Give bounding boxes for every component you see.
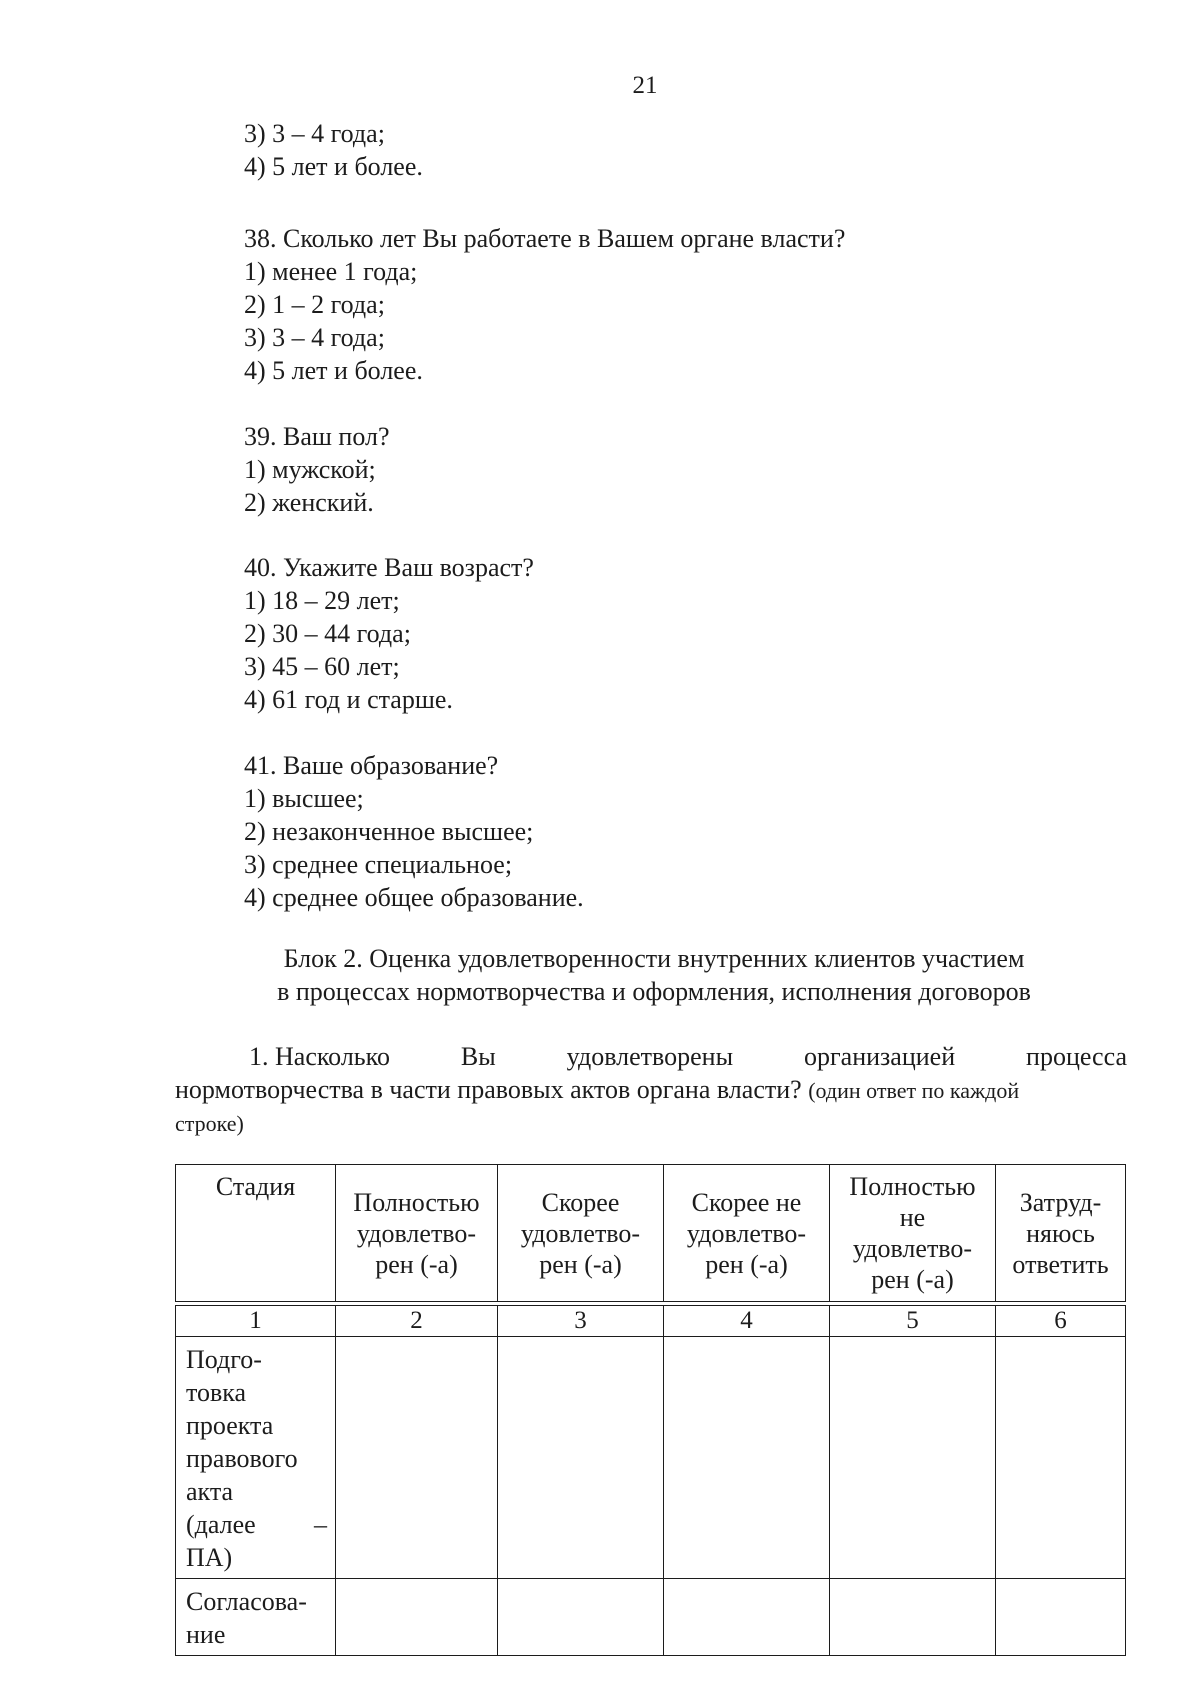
table-row — [176, 1337, 1126, 1579]
question-1-line2 — [175, 1073, 1127, 1107]
table-row — [176, 1579, 1126, 1656]
answer-cell[interactable] — [664, 1337, 830, 1579]
option: 4) 5 лет и более. — [244, 356, 423, 385]
question-38 — [244, 222, 845, 387]
word: удовлетворены — [566, 1042, 734, 1071]
question-title: 40. Укажите Ваш возраст? — [244, 553, 534, 582]
column-number: 2 — [336, 1306, 498, 1337]
answer-cell[interactable] — [664, 1579, 830, 1656]
block2-title-line: в процессах нормотворчества и оформления, исполнения договоров — [277, 977, 1031, 1006]
question-39 — [244, 420, 390, 519]
answer-cell[interactable] — [498, 1579, 664, 1656]
table-header-row — [176, 1165, 1126, 1302]
option: 2) женский. — [244, 488, 374, 517]
page-number: 21 — [632, 72, 658, 99]
option: 1) мужской; — [244, 455, 376, 484]
option: 2) 30 – 44 года; — [244, 619, 411, 648]
column-number: 3 — [498, 1306, 664, 1337]
word: Вы — [460, 1042, 496, 1071]
option: 2) 1 – 2 года; — [244, 290, 385, 319]
option: 2) незаконченное высшее; — [244, 817, 534, 846]
question-1-note: (один ответ по каждой — [808, 1078, 1020, 1103]
block2-title-line: Блок 2. Оценка удовлетворенности внутренних клиентов участием — [283, 944, 1025, 973]
word: процесса — [1026, 1042, 1127, 1071]
column-number: 6 — [996, 1306, 1126, 1337]
header-difficult-to-answer: Затруд- няюсь ответить — [996, 1165, 1126, 1302]
header-fully-not-satisfied: Полностью не удовлетво- рен (-а) — [830, 1165, 996, 1302]
column-numbers-row — [176, 1306, 1126, 1337]
column-number: 4 — [664, 1306, 830, 1337]
option: 3) 3 – 4 года; — [244, 119, 385, 148]
answer-cell[interactable] — [498, 1337, 664, 1579]
option: 3) среднее специальное; — [244, 850, 513, 879]
option: 4) 5 лет и более. — [244, 152, 423, 181]
survey-table — [175, 1164, 1126, 1656]
header-rather-not-satisfied: Скорее не удовлетво- рен (-а) — [664, 1165, 830, 1302]
question-1-note-end: строке) — [175, 1111, 244, 1136]
question-title: 41. Ваше образование? — [244, 751, 499, 780]
answer-cell[interactable] — [996, 1579, 1126, 1656]
question-41 — [244, 749, 584, 914]
option: 1) высшее; — [244, 784, 364, 813]
question-title: 39. Ваш пол? — [244, 422, 390, 451]
question-title: 38. Сколько лет Вы работаете в Вашем органе власти? — [244, 224, 846, 253]
option: 3) 3 – 4 года; — [244, 323, 385, 352]
question-1-text — [175, 1040, 1127, 1140]
option: 1) менее 1 года; — [244, 257, 418, 286]
block2-title — [234, 942, 1074, 1008]
question-40 — [244, 551, 534, 716]
answer-cell[interactable] — [830, 1337, 996, 1579]
column-number: 1 — [176, 1306, 336, 1337]
option: 1) 18 – 29 лет; — [244, 586, 400, 615]
question-1-main: нормотворчества в части правовых актов органа власти? — [175, 1075, 802, 1104]
option: 4) среднее общее образование. — [244, 883, 584, 912]
answer-cell[interactable] — [336, 1337, 498, 1579]
word: 1. Насколько — [249, 1042, 390, 1071]
answer-cell[interactable] — [996, 1337, 1126, 1579]
option: 3) 45 – 60 лет; — [244, 652, 400, 681]
continuation-options — [244, 117, 423, 183]
header-rather-satisfied: Скорее удовлетво- рен (-а) — [498, 1165, 664, 1302]
column-number: 5 — [830, 1306, 996, 1337]
answer-cell[interactable] — [830, 1579, 996, 1656]
option: 4) 61 год и старше. — [244, 685, 453, 714]
answer-cell[interactable] — [336, 1579, 498, 1656]
stage-cell: Подго- товка проекта правового акта (далее – ПА) — [176, 1337, 336, 1579]
question-1-line1 — [175, 1040, 1127, 1073]
header-stage: Стадия — [176, 1165, 336, 1302]
header-fully-satisfied: Полностью удовлетво- рен (-а) — [336, 1165, 498, 1302]
word: организацией — [803, 1042, 956, 1071]
stage-cell: Согласова- ние — [176, 1579, 336, 1656]
